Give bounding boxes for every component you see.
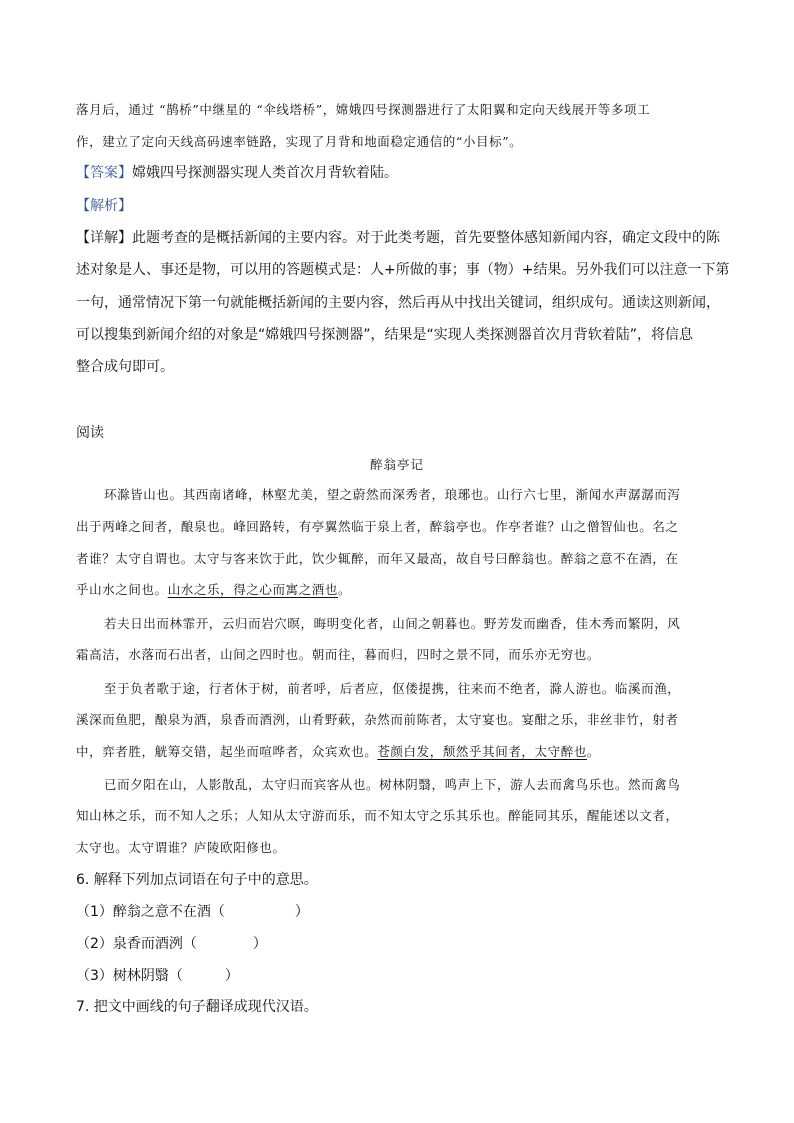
p3-line-1: 至于负者歌于途，行者休于树，前者呼，后者应，伛偻提携，往来而不绝者，滁人游也。临溪而渔， (104, 681, 681, 696)
p4-line-2: 知山林之乐，而不知人之乐；人知从太守游而乐，而不知太守之乐其乐也。醉能同其乐，醒能述以文者， (76, 808, 679, 823)
detail-line-5: 整合成句即可。 (76, 359, 174, 375)
p1-line-1: 环滁皆山也。其西南诸峰，林壑尤美，望之蔚然而深秀者，琅琊也。山行六七里，渐闻水声潺潺而泻 (104, 487, 681, 502)
question-6-item-3: （3）树林阴翳（ ） (76, 968, 239, 984)
question-6: 6. 解释下列加点词语在句子中的意思。 (76, 872, 318, 888)
p1-line-4-plain: 乎山水之间也。 (76, 582, 168, 597)
intro-line-2: 作，建立了定向天线高码速率链路，实现了月背和地面稳定通信的“小目标”。 (76, 134, 523, 149)
intro-line-1: 落月后，通过 “鹊桥”中继星的 “伞线塔桥”，嫦娥四号探测器进行了太阳翼和定向天线展开等多项工 (76, 102, 651, 117)
p3-line-3-plain: 中，弈者胜，觥筹交错，起坐而喧哗者，众宾欢也。 (76, 744, 378, 759)
detail-line-1 (76, 229, 720, 247)
p3-line-2: 溪深而鱼肥，酿泉为酒，泉香而酒洌，山肴野蔌，杂然而前陈者，太守宴也。宴酣之乐，非丝非竹，射者 (76, 712, 679, 727)
answer-label: 【答案】 (76, 165, 132, 181)
detail-line-3: 一句，通常情况下第一句就能概括新闻的主要内容，然后再从中找出关键词，组织成句。通读这则新闻， (76, 295, 720, 311)
p1-line-2: 出于两峰之间者，酿泉也。峰回路转，有亭翼然临于泉上者，醉翁亭也。作亭者谁？山之僧智仙也。名之 (76, 519, 679, 534)
detail-text-1: 此题考查的是概括新闻的主要内容。对于此类考题，首先要整体感知新闻内容，确定文段中的陈 (132, 230, 720, 246)
question-6-item-2: （2）泉香而酒洌（ ） (76, 936, 267, 952)
p3-line-3-end: 。 (586, 744, 601, 759)
question-7: 7. 把文中画线的句子翻译成现代汉语。 (76, 999, 318, 1015)
detail-label: 【详解】 (76, 230, 132, 246)
p4-line-3: 太守也。太守谓谁？庐陵欧阳修也。 (76, 840, 286, 855)
p3-line-3 (76, 743, 600, 761)
p1-line-3: 者谁？太守自谓也。太守与客来饮于此，饮少辄醉，而年又最高，故自号曰醉翁也。醉翁之意不在酒，在 (76, 551, 679, 566)
analysis-row (76, 197, 132, 215)
passage-title: 醉翁亭记 (369, 457, 424, 472)
underlined-sentence-2: 苍颜白发，颓然乎其间者，太守醉也 (377, 744, 587, 759)
p2-line-1: 若夫日出而林霏开，云归而岩穴暝，晦明变化者，山间之朝暮也。野芳发而幽香，佳木秀而繁阴，风 (104, 616, 681, 631)
underlined-sentence-1: 山水之乐，得之心而寓之酒也 (167, 582, 339, 597)
question-6-item-1: （1）醉翁之意不在酒（ ） (76, 904, 309, 920)
p1-line-4-end: 。 (338, 582, 352, 597)
answer-row (76, 164, 398, 182)
analysis-label: 【解析】 (76, 198, 132, 214)
p2-line-2: 霜高洁，水落而石出者，山间之四时也。朝而往，暮而归，四时之景不同，而乐亦无穷也。 (76, 647, 601, 662)
p4-line-1: 已而夕阳在山，人影散乱，太守归而宾客从也。树林阴翳，鸣声上下，游人去而禽鸟乐也。然而禽鸟 (104, 777, 681, 792)
detail-line-2: 述对象是人、事还是物，可以用的答题模式是：人+所做的事；事（物）+结果。另外我们可以注意一下第 (76, 262, 730, 278)
detail-line-4: 可以搜集到新闻介绍的对象是“嫦娥四号探测器”，结果是“实现人类探测器首次月背软着陆”，将信息 (76, 327, 694, 343)
p1-line-4 (76, 581, 351, 599)
answer-text: 嫦娥四号探测器实现人类首次月背软着陆。 (132, 165, 398, 181)
reading-heading: 阅读 (76, 425, 104, 441)
